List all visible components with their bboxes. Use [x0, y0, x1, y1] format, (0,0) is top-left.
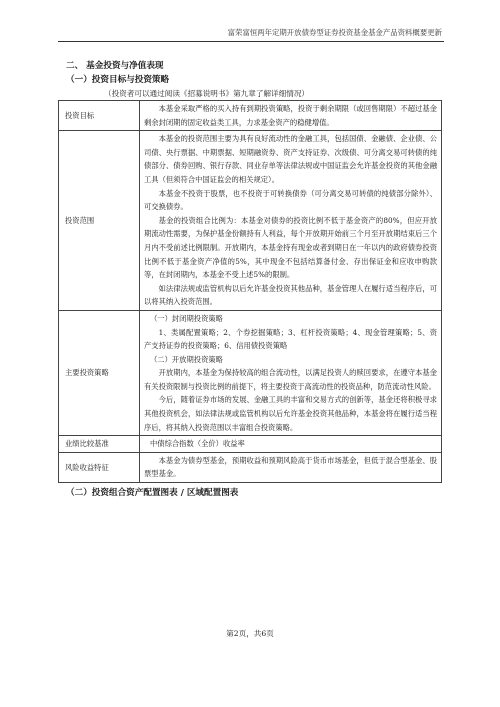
benchmark-text: 中债综合指数（全价）收益率 [150, 439, 245, 449]
strategy-closed-period-list: 1、类属配置策略；2、个券挖掘策略；3、杠杆投资策略；4、现金管理策略；5、资产支持证券的投资策略；6、信用债投资策略 [144, 327, 437, 351]
objective-label: 投资目标 [59, 101, 140, 131]
page-header-title: 富荣富恒两年定期开放债券型证券投资基金基金产品资料概要更新 [227, 28, 442, 37]
header-divider [58, 41, 444, 42]
strategy-open-period-heading: （二）开放期投资策略 [150, 354, 223, 364]
page-number: 第2页，共6页 [226, 629, 274, 638]
subsection-objective-strategy-title: （一）投资目标与投资策略 [66, 75, 170, 85]
table-row-objective [59, 101, 442, 131]
scope-label: 投资范围 [59, 131, 140, 311]
scope-paragraph-1: 本基金的投资范围主要为具有良好流动性的金融工具，包括国债、金融债、企业债、公司债、央行票据、中期票据、短期融资券、资产支持证券、次级债、可分离交易可转债的纯债部分、债券回购、银行存款、同业存单等法律法规或中国证监会允许基金投资的其他金融工具（但须符合中国证监会的相关规定）。 [144, 134, 437, 184]
table-row-risk [59, 452, 442, 482]
fund-overview-table [58, 100, 442, 483]
scope-content [140, 131, 442, 311]
section-two-title: 二、 基金投资与净值表现 [66, 61, 164, 71]
objective-text: 本基金采取严格的买入持有到期投资策略，投资于剩余期限（或回售期限）不超过基金剩余封闭期的固定收益类工具，力求基金资产的稳健增值。 [144, 104, 437, 127]
strategy-label: 主要投资策略 [59, 310, 140, 435]
table-row-strategy [59, 310, 442, 435]
objective-content [140, 101, 442, 131]
table-row-benchmark [59, 436, 442, 453]
scope-paragraph-2: 本基金不投资于股票，也不投资于可转换债券（可分离交易可转债的纯债部分除外）、可交换债券。 [144, 188, 437, 212]
scope-paragraph-4: 如法律法规或监管机构以后允许基金投资其他品种，基金管理人在履行适当程序后，可以将其纳入投资范围。 [144, 283, 437, 307]
strategy-closed-period-heading: （一）封闭期投资策略 [150, 313, 223, 323]
risk-label: 风险收益特征 [59, 452, 140, 482]
strategy-paragraph-2: 今后，随着证券市场的发展、金融工具的丰富和交易方式的创新等，基金还将积极寻求其他投资机会，如法律法规或监管机构以后允许基金投资其他品种，本基金将在履行适当程序后，将其纳入投资范围以丰富组合投资策略。 [144, 395, 437, 432]
benchmark-content [140, 436, 442, 453]
table-row-scope [59, 131, 442, 311]
subsection-allocation-chart-title: （二）投资组合资产配置图表 / 区域配置图表 [66, 488, 239, 498]
strategy-paragraph-1: 开放期内，本基金为保持较高的组合流动性，以满足投资人的赎回要求，在遵守本基金有关投资限制与投资比例的前提下，将主要投资于高流动性的投资品种，防范流动性风险。 [144, 368, 437, 391]
risk-content [140, 452, 442, 482]
reference-note: （投资者可以通过阅读《招募说明书》第九章了解详细情况） [104, 89, 310, 98]
risk-text: 本基金为债券型基金，预期收益和预期风险高于货币市场基金，但低于混合型基金、股票型基金。 [144, 455, 437, 479]
strategy-content [140, 310, 442, 435]
benchmark-label: 业绩比较基准 [59, 436, 140, 453]
scope-paragraph-3: 基金的投资组合比例为：本基金对债券的投资比例不低于基金资产的80%，但应开放期流动性需要，为保护基金份额持有人利益，每个开放期开始前三个月至开放期结束后三个月内不受前述比例限制。开放期内，本基金持有现金或者到期日在一年以内的政府债券投资比例不低于基金资产净值的5%，其中现金不包括结算备付金、存出保证金和应收申购款等，在封闭期内，本基金不受上述5%的限制。 [144, 215, 437, 280]
